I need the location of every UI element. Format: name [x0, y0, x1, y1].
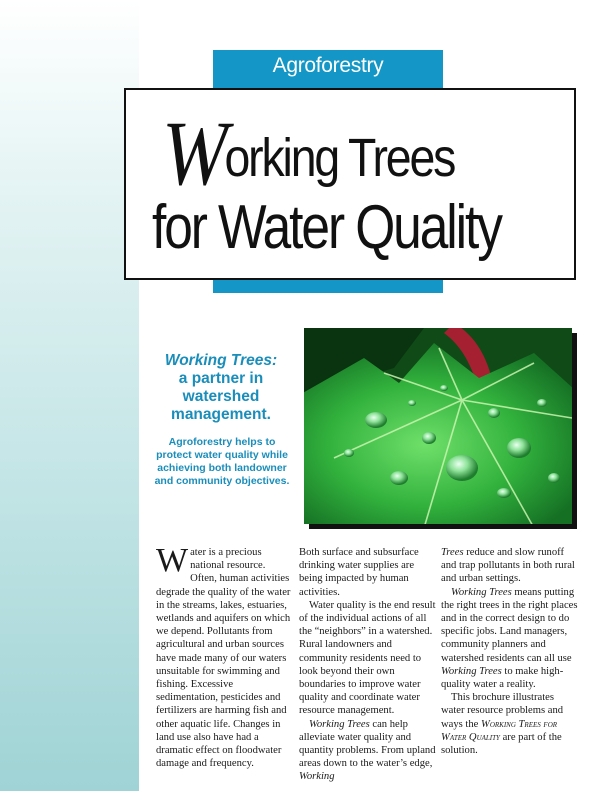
col2-paragraph-3-text: can help alleviate water quality and quantity problems. From upland areas down to the water’s edge, [299, 718, 436, 770]
body-column-1 [156, 542, 294, 770]
title-line-2: for Water Quality [152, 193, 501, 262]
col3-em-working-trees-2: Working Trees [441, 665, 502, 677]
category-label: Agroforestry [272, 54, 384, 77]
sub-tagline: Agroforestry helps to protect water quality while achieving both landowner and community objectives. [154, 436, 290, 487]
tagline-line-2: a partner in watershed management. [171, 370, 271, 423]
col1-text: ater is a precious national resource. Often, human activities degrade the quality of the water in the streams, lakes, estuaries, wetlands and aquifers on which we depend. Pollutants from agricultural and urban sources have made many of our waters unsuitable for swimming and fishing. Excessive sedimentation, pesticides and fertilizers are harming fish and other aquatic life. Changes in land use also have had a dramatic effect on floodwater damage and frequency. [156, 547, 291, 770]
col2-paragraph-1: Both surface and subsurface drinking water supplies are being impacted by human activities. [299, 547, 419, 598]
col3-paragraph-2 [441, 586, 579, 692]
title-line-1 [162, 100, 454, 206]
tagline [150, 352, 292, 424]
col3-paragraph-3-text: This brochure illustrates water resource problems and ways the [441, 692, 564, 730]
col2-paragraph-3 [299, 718, 437, 784]
col3-paragraph-2-text: means putting the right trees in the right places and in the correct design to do specific jobs. Land managers, community planners and watershed residents can all use [441, 586, 578, 664]
col3-em-trees: Trees [441, 547, 464, 558]
col3-brochure-title: Working Trees for Water Quality [441, 718, 558, 743]
col3-paragraph-1-text: reduce and slow runoff and trap pollutants in both rural and urban settings. [441, 547, 575, 585]
col3-em-working-trees: Working Trees [451, 586, 512, 598]
col2-em-working-trees: Working Trees [309, 718, 370, 730]
bottom-banner-strip [213, 280, 443, 293]
body-column-3 [441, 546, 579, 757]
col3-paragraph-3-end: are part of the solution. [441, 731, 562, 757]
col3-paragraph-3 [441, 691, 579, 757]
category-banner [213, 50, 443, 88]
leaf-with-water-droplets-photo [304, 328, 572, 524]
col2-paragraph-2: Water quality is the end result of the individual actions of all the “neighbors” in a watershed. Rural landowners and community residents need to look beyond their own boundaries to improve water quality and coordinate water resource management. [299, 599, 436, 717]
leaf-photo-illustration [304, 328, 572, 524]
teal-sidebar [0, 0, 139, 791]
body-column-2 [299, 546, 437, 784]
drop-cap: W [156, 542, 189, 579]
title-box [124, 88, 576, 280]
title-line-1-text: orking Trees [224, 128, 455, 188]
col3-paragraph-1 [441, 546, 579, 586]
col3-paragraph-2-text-2: to make high-quality water a reality. [441, 665, 564, 691]
tagline-line-1: Working Trees: [164, 352, 278, 369]
col2-em-working: Working [299, 771, 335, 783]
title-initial: W [162, 102, 225, 204]
